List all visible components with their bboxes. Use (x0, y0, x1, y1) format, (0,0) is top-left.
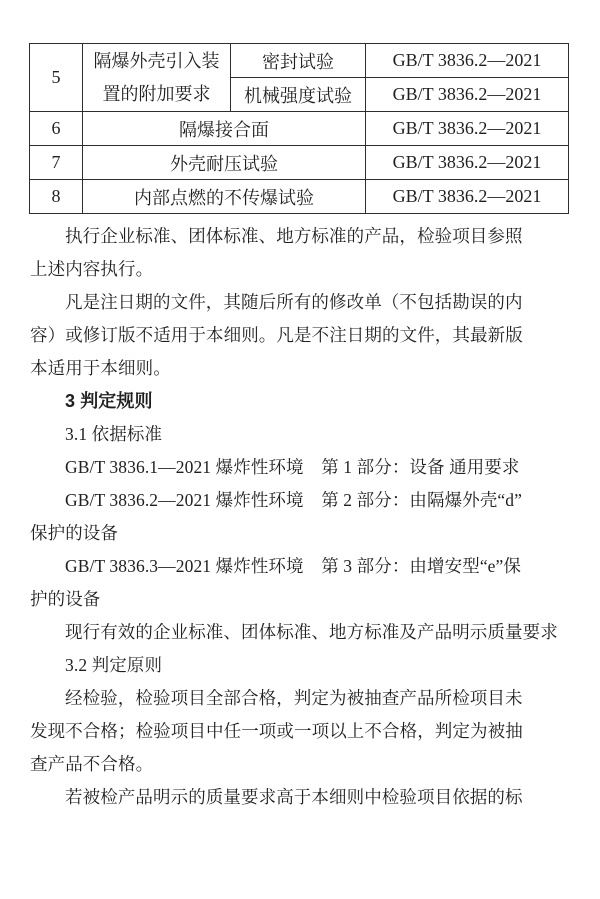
row6-item-cell: 隔爆接合面 (83, 112, 366, 146)
row5-number-cell: 5 (30, 44, 83, 112)
table-row (30, 44, 569, 78)
row8-item-cell: 内部点燃的不传爆试验 (83, 180, 366, 214)
row5-item-line1: 隔爆外壳引入装 (93, 50, 220, 71)
row8-number-cell: 8 (30, 180, 83, 214)
text-line: 执行企业标准、团体标准、地方标准的产品，检验项目参照 (65, 226, 523, 246)
row7-number-cell: 7 (30, 146, 83, 180)
row5-test1-cell: 密封试验 (231, 44, 366, 78)
text-line: 上述内容执行。 (30, 259, 154, 279)
text-line: GB/T 3836.2—2021 爆炸性环境 第 2 部分：由隔爆外壳“d” (65, 490, 523, 510)
row5-standard2-cell: GB/T 3836.2—2021 (366, 78, 569, 112)
row5-item-line2: 置的附加要求 (102, 83, 211, 104)
text-line: 容）或修订版不适用于本细则。凡是不注日期的文件，其最新版 (30, 325, 523, 345)
table-row (30, 146, 569, 180)
text-line: 护的设备 (30, 589, 101, 609)
text-line: 经检验，检验项目全部合格，判定为被抽查产品所检项目未 (65, 688, 523, 708)
row5-standard1-cell: GB/T 3836.2—2021 (366, 44, 569, 78)
row8-standard-cell: GB/T 3836.2—2021 (366, 180, 569, 214)
text-line: 保护的设备 (30, 523, 118, 543)
text-line: 3.1 依据标准 (65, 424, 163, 444)
text-line: 本适用于本细则。 (30, 358, 171, 378)
text-line: 现行有效的企业标准、团体标准、地方标准及产品明示质量要求 (65, 622, 558, 642)
text-line: 查产品不合格。 (30, 754, 154, 774)
row7-standard-cell: GB/T 3836.2—2021 (366, 146, 569, 180)
row6-number-cell: 6 (30, 112, 83, 146)
text-line: 3.2 判定原则 (65, 655, 163, 675)
row7-item-cell: 外壳耐压试验 (83, 146, 366, 180)
text-line: GB/T 3836.1—2021 爆炸性环境 第 1 部分：设备 通用要求 (65, 457, 520, 477)
table-row (30, 112, 569, 146)
row5-test2-cell: 机械强度试验 (231, 78, 366, 112)
section-heading: 3 判定规则 (65, 391, 153, 411)
row5-item-cell (83, 44, 231, 112)
inspection-items-table (29, 43, 569, 214)
text-line: 凡是注日期的文件，其随后所有的修改单（不包括勘误的内 (65, 292, 523, 312)
text-line: 发现不合格；检验项目中任一项或一项以上不合格，判定为被抽 (30, 721, 523, 741)
document-body (30, 220, 585, 814)
row6-standard-cell: GB/T 3836.2—2021 (366, 112, 569, 146)
table-row (30, 180, 569, 214)
text-line: GB/T 3836.3—2021 爆炸性环境 第 3 部分：由增安型“e”保 (65, 556, 522, 576)
text-line: 若被检产品明示的质量要求高于本细则中检验项目依据的标 (65, 787, 523, 807)
